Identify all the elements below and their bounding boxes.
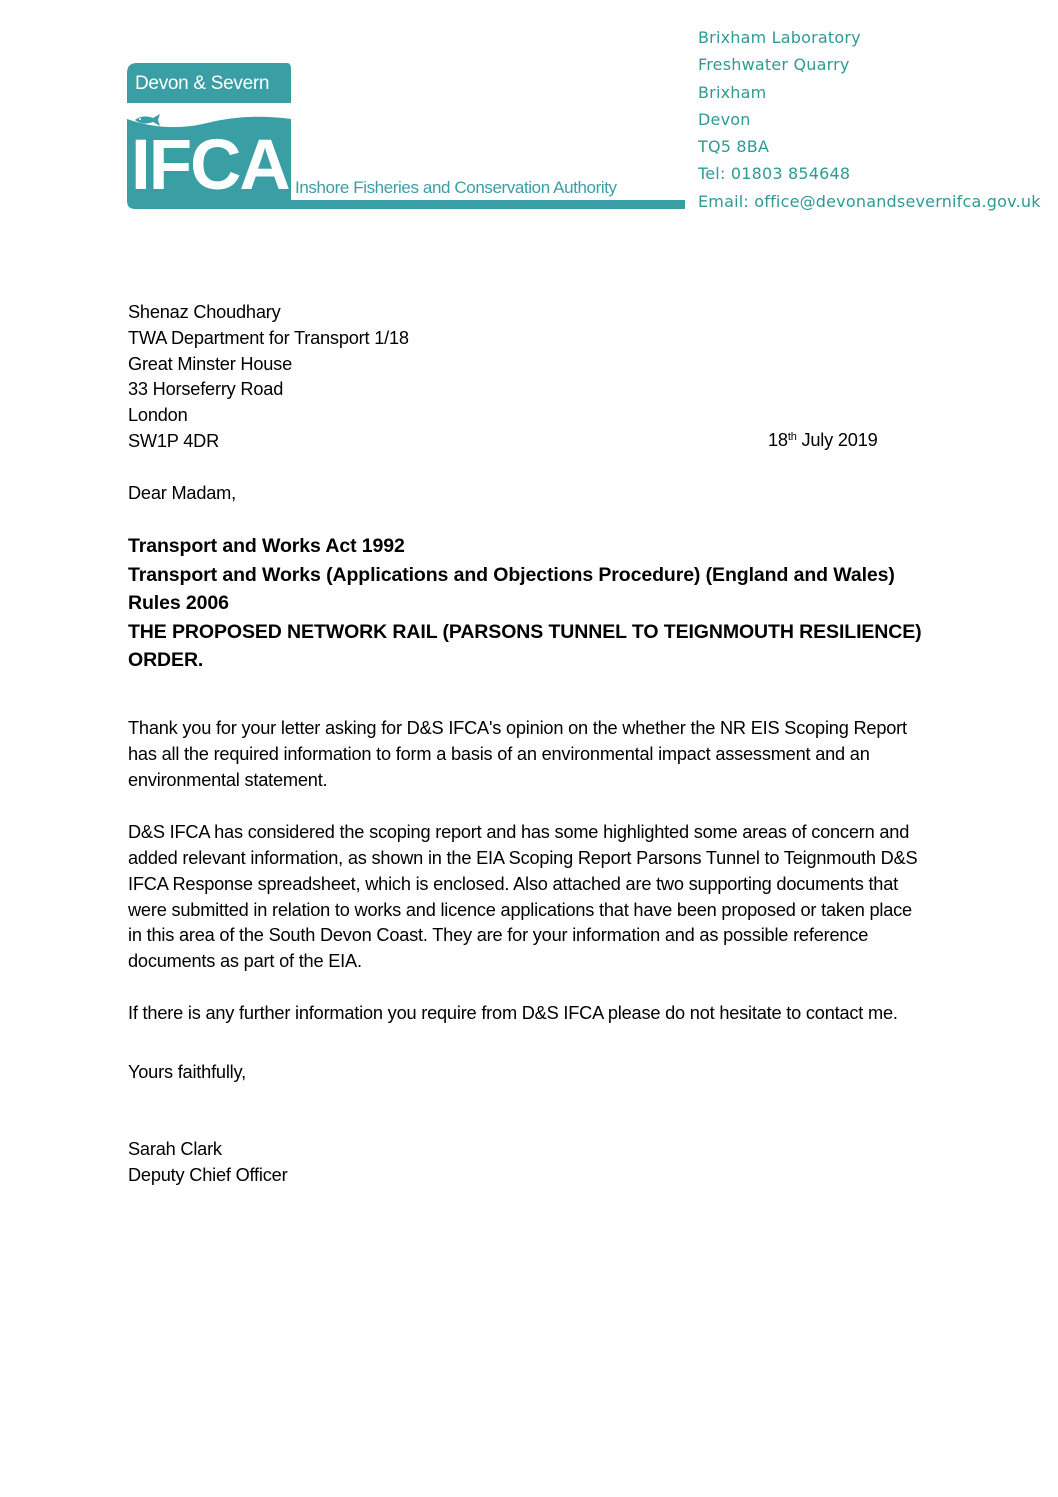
logo-banner-text: Devon & Severn bbox=[135, 73, 270, 94]
signatory-title: Deputy Chief Officer bbox=[128, 1164, 288, 1185]
recipient-line: 33 Horseferry Road bbox=[128, 379, 284, 400]
recipient-line: Great Minster House bbox=[128, 353, 292, 374]
signatory-name: Sarah Clark bbox=[128, 1139, 222, 1159]
recipient-line: Shenaz Choudhary bbox=[128, 302, 281, 322]
sender-line: Devon bbox=[698, 109, 751, 129]
closing: Yours faithfully, bbox=[128, 1062, 246, 1082]
date-day: 18 bbox=[768, 430, 788, 450]
sender-phone: Tel: 01803 854648 bbox=[698, 164, 851, 184]
body-paragraph: Thank you for your letter asking for D&S IFCA's opinion on the whether the NR EIS Scoping Report has all the required information to form a basis of an environmental impact assessment and an environmental statement. bbox=[128, 718, 907, 790]
recipient-line: TWA Department for Transport 1/18 bbox=[128, 327, 409, 348]
logo-main-text: IFCA bbox=[131, 126, 289, 205]
body-paragraph: D&S IFCA has considered the scoping report and has some highlighted some areas of concern and added relevant information, as shown in the EIA Scoping Report Parsons Tunnel to Teignmouth D&S IFCA Response spreadsheet, which is enclosed. Also attached are two supporting documents that were submitted in relation to works and licence applications that have been proposed or taken place in this area of the South Devon Coast. They are for your information and as possible reference documents as part of the EIA. bbox=[128, 822, 918, 972]
date-suffix: th bbox=[787, 431, 797, 443]
letter-headings bbox=[128, 532, 928, 675]
recipient-line: SW1P 4DR bbox=[128, 430, 220, 451]
sender-line: TQ5 8BA bbox=[698, 137, 770, 157]
recipient-address bbox=[128, 300, 409, 455]
sender-email: Email: office@devonandsevernifca.gov.uk bbox=[698, 191, 1041, 211]
sender-line: Brixham Laboratory bbox=[698, 28, 861, 47]
date-rest: July 2019 bbox=[796, 430, 878, 450]
heading-rules: Transport and Works (Applications and Objections Procedure) (England and Wales) Rules 2006 bbox=[128, 563, 895, 614]
heading-order: THE PROPOSED NETWORK RAIL (PARSONS TUNNEL TO TEIGNMOUTH RESILIENCE) ORDER. bbox=[128, 620, 922, 671]
heading-act: Transport and Works Act 1992 bbox=[128, 535, 405, 557]
ifca-logo bbox=[127, 63, 687, 213]
signatory bbox=[128, 1137, 287, 1189]
sender-line: Brixham bbox=[698, 82, 767, 102]
salutation: Dear Madam, bbox=[128, 483, 236, 503]
letter-date bbox=[768, 428, 878, 454]
fish-icon bbox=[133, 113, 163, 127]
recipient-line: London bbox=[128, 405, 188, 426]
logo-subtitle: Inshore Fisheries and Conservation Authority bbox=[295, 178, 617, 197]
sender-line: Freshwater Quarry bbox=[698, 55, 850, 75]
body-paragraph: If there is any further information you require from D&S IFCA please do not hesitate to contact me. bbox=[128, 1003, 898, 1024]
sender-address bbox=[698, 24, 1041, 215]
